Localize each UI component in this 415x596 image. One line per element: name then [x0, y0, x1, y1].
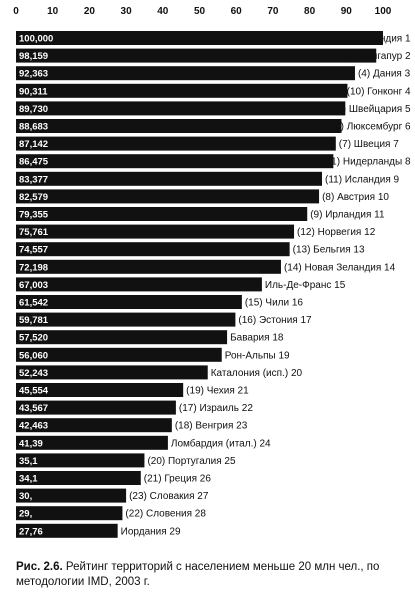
bar-value-label: 86,475 [19, 156, 49, 168]
bar-value-label: 61,542 [19, 297, 49, 309]
category-label: (1) Нидерланды 8 [327, 156, 411, 168]
bar-value-label: 35,1 [19, 455, 38, 467]
bar [16, 489, 126, 503]
bar [16, 242, 290, 256]
bar [16, 84, 347, 98]
category-label: (4) Дания 3 [357, 68, 411, 80]
category-label: (15) Чили 16 [244, 297, 303, 309]
category-label: Каталония (исп.) 20 [210, 367, 303, 379]
category-label: (5) Люксембург 6 [331, 121, 411, 133]
category-label: (8) Австрия 10 [322, 191, 389, 203]
bar-value-label: 59,781 [19, 315, 49, 327]
x-tick-label: 40 [157, 6, 169, 17]
x-tick-label: 60 [230, 6, 242, 17]
bar [16, 277, 262, 291]
category-label: (3) Швейцария 5 [333, 103, 411, 115]
x-tick-label: 100 [374, 6, 392, 17]
bar-value-label: 43,567 [19, 403, 49, 415]
bar [16, 119, 341, 133]
category-label: (2) Финляндия 1 [334, 33, 411, 45]
category-label: (11) Исландия 9 [324, 174, 400, 186]
x-tick-label: 80 [304, 6, 316, 17]
category-label: (7) Швеция 7 [338, 139, 399, 151]
bar-value-label: 34,1 [19, 473, 38, 485]
x-tick-label: 20 [83, 6, 95, 17]
category-label: (20) Португалия 25 [147, 455, 236, 467]
bar-value-label: 45,554 [19, 385, 49, 397]
bar [16, 313, 235, 327]
x-tick-label: 10 [47, 6, 59, 17]
x-tick-label: 70 [267, 6, 279, 17]
category-label: Иордания 29 [120, 526, 181, 538]
bar-value-label: 82,579 [19, 191, 49, 203]
category-label: (17) Израиль 22 [178, 403, 253, 415]
bar [16, 137, 336, 151]
category-label: Ломбардия (итал.) 24 [170, 438, 271, 450]
bar [16, 66, 355, 80]
bar-value-label: 41,39 [19, 438, 43, 450]
bar-value-label: 74,557 [19, 244, 49, 256]
bar [16, 31, 383, 45]
category-label: Бавария 18 [230, 332, 284, 344]
bar-value-label: 75,761 [19, 227, 49, 239]
category-label: (10) Гонконг 4 [346, 86, 411, 98]
bar-value-label: 100,000 [19, 33, 54, 45]
bar [16, 225, 294, 239]
bar-value-label: 88,683 [19, 121, 49, 133]
caption-text: Рейтинг территорий с населением меньше 20 млн чел., по методологии IMD, 2003 г. [16, 561, 380, 588]
bar-value-label: 56,060 [19, 350, 49, 362]
category-label: (21) Греция 26 [143, 473, 211, 485]
bar [16, 154, 333, 168]
category-label: (23) Словакия 27 [129, 491, 209, 503]
bar-value-label: 72,198 [19, 262, 49, 274]
bar-value-label: 83,377 [19, 174, 49, 186]
bar [16, 189, 319, 203]
bar-value-label: 30, [19, 491, 33, 503]
category-label: (19) Чехия 21 [186, 385, 249, 397]
bar [16, 101, 345, 115]
bar [16, 49, 376, 63]
category-label: (13) Бельгия 13 [292, 244, 365, 256]
bar-value-label: 29, [19, 508, 33, 520]
bar-value-label: 79,355 [19, 209, 49, 221]
bar-value-label: 57,520 [19, 332, 49, 344]
caption-label: Рис. 2.6. [16, 561, 63, 573]
category-label: (16) Эстония 17 [238, 315, 312, 327]
bar [16, 260, 281, 274]
x-tick-label: 30 [120, 6, 132, 17]
bar-value-label: 52,243 [19, 367, 49, 379]
bar [16, 172, 322, 186]
category-label: (9) Ирландия 11 [310, 209, 385, 221]
bar-value-label: 92,363 [19, 68, 49, 80]
bar-value-label: 27,76 [19, 526, 43, 538]
bar [16, 295, 242, 309]
category-label: Иль-Де-Франс 15 [264, 279, 346, 291]
category-label: (6) Сингапур 2 [344, 51, 411, 63]
category-label: (14) Новая Зеландия 14 [283, 262, 396, 274]
figure-caption [16, 560, 411, 590]
x-tick-label: 90 [340, 6, 352, 17]
bar-value-label: 87,142 [19, 139, 49, 151]
category-label: Рон-Альпы 19 [224, 350, 290, 362]
category-label: (12) Норвегия 12 [297, 227, 376, 239]
bar-value-label: 89,730 [19, 103, 49, 115]
bar-value-label: 67,003 [19, 279, 49, 291]
bar-value-label: 90,311 [19, 86, 48, 98]
bar-value-label: 42,463 [19, 420, 49, 432]
category-label: (22) Словения 28 [125, 508, 206, 520]
bar [16, 207, 307, 221]
bar-value-label: 98,159 [19, 51, 49, 63]
x-tick-label: 0 [13, 6, 19, 17]
x-tick-label: 50 [193, 6, 206, 17]
category-label: (18) Венгрия 23 [174, 420, 248, 432]
